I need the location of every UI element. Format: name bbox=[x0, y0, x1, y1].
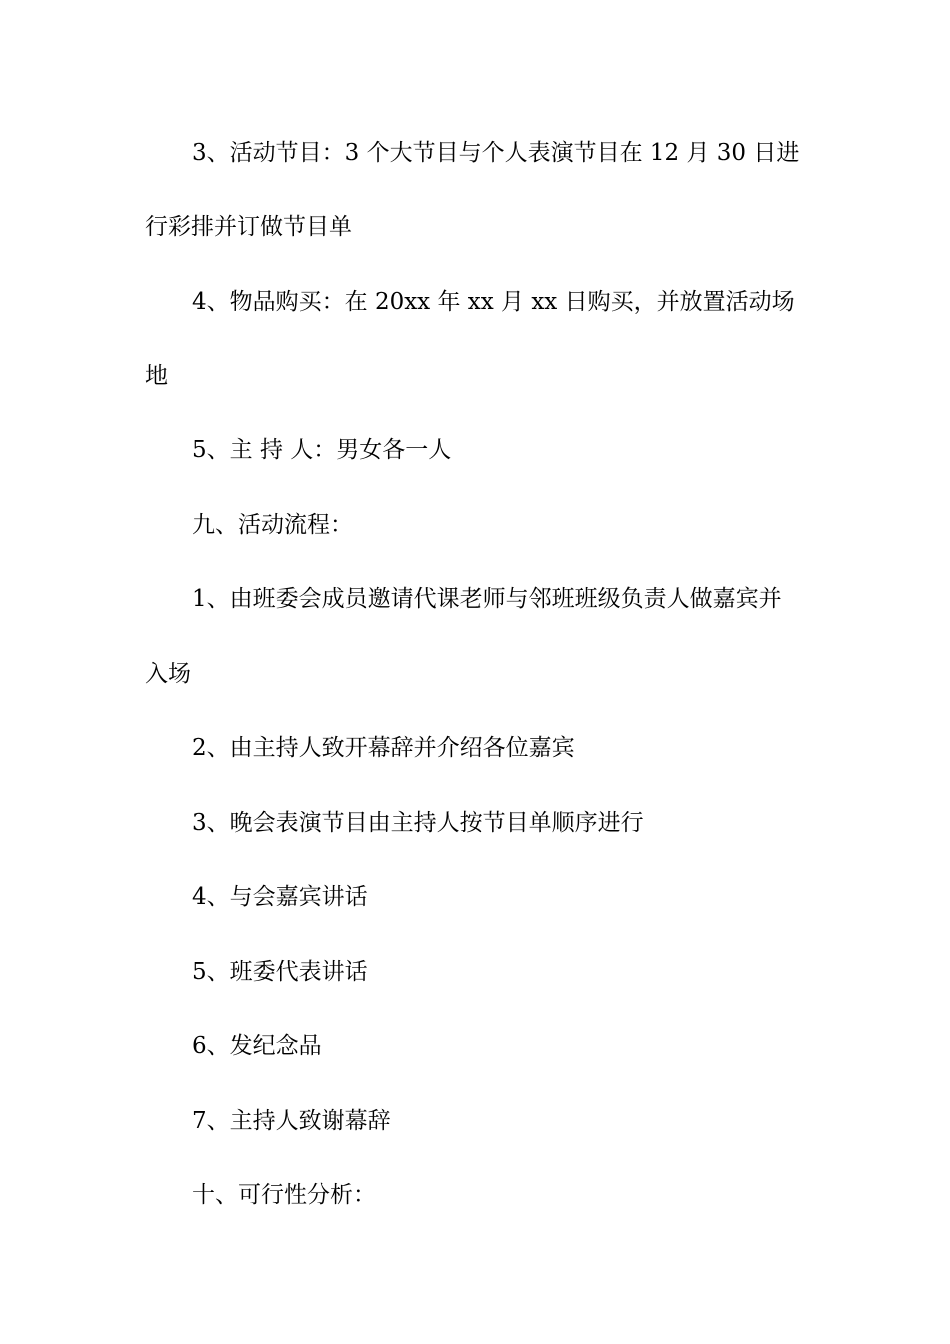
purchase-line: 4、物品购买：在 20xx 年 xx 月 xx 日购买，并放置活动场 bbox=[192, 289, 795, 315]
activity-program-line: 3、活动节目：3 个大节目与个人表演节目在 12 月 30 日进 bbox=[192, 140, 800, 166]
section-heading-feasibility: 十、可行性分析： bbox=[192, 1182, 376, 1208]
purchase-line-cont: 地 bbox=[145, 363, 168, 389]
process-step-4: 4、与会嘉宾讲话 bbox=[192, 884, 368, 910]
process-step-1: 1、由班委会成员邀请代课老师与邻班班级负责人做嘉宾并 bbox=[192, 586, 782, 612]
process-step-3: 3、晚会表演节目由主持人按节目单顺序进行 bbox=[192, 810, 644, 836]
section-heading-process: 九、活动流程： bbox=[192, 512, 353, 538]
process-step-6: 6、发纪念品 bbox=[192, 1033, 322, 1059]
activity-program-line-cont: 行彩排并订做节目单 bbox=[145, 214, 352, 240]
process-step-1-cont: 入场 bbox=[145, 661, 191, 687]
process-step-5: 5、班委代表讲话 bbox=[192, 959, 368, 985]
process-step-7: 7、主持人致谢幕辞 bbox=[192, 1108, 391, 1134]
host-line: 5、主 持 人：男女各一人 bbox=[192, 437, 452, 463]
process-step-2: 2、由主持人致开幕辞并介绍各位嘉宾 bbox=[192, 735, 575, 761]
